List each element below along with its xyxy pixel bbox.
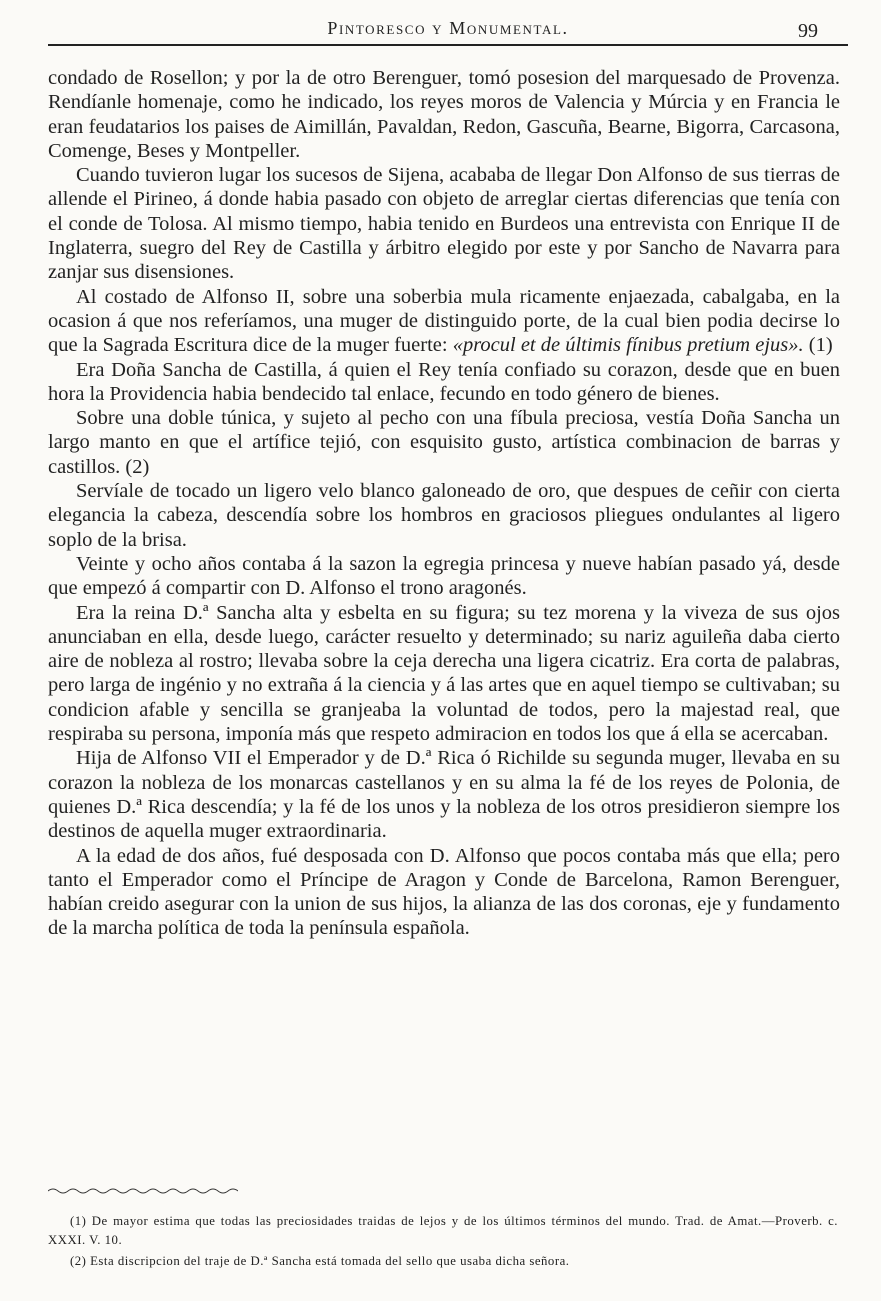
paragraph-5: Sobre una doble túnica, y sujeto al pecho con una fíbula preciosa, vestía Doña Sancha un largo manto en que el artífice tejió, con esquisito gusto, artística combinacion de barras y castillos. (2) [48,407,840,478]
footnote-separator-ornament [48,1186,238,1196]
paragraph-1: condado de Rosellon; y por la de otro Berenguer, tomó posesion del marquesado de Provenza. Rendíanle homenaje, como he indicado, los reyes moros de Valencia y Múrcia y en Francia le eran feudatarios los paises de Aimillán, Pavaldan, Redon, Gascuña, Bearne, Bigorra, Carcasona, Comenge, Beses y Montpeller. [48,67,840,162]
footnotes [48,1212,838,1274]
paragraph-4: Era Doña Sancha de Castilla, á quien el Rey tenía confiado su corazon, desde que en buen hora la Providencia habia bendecido tal enlace, fecundo en todo género de bienes. [48,358,840,405]
latin-quote: «procul et de últimis fínibus pretium ejus». [452,334,804,357]
running-title: Pintoresco y Monumental. [327,18,569,38]
body-text [48,66,840,941]
paragraph-8: Era la reina D.ª Sancha alta y esbelta en su figura; su tez morena y la viveza de sus ojos anunciaban en ella, desde luego, carácter resuelto y determinado; su nariz aguileña daba cierto aire de nobleza al rostro; llevaba sobre la ceja derecha una ligera cicatriz. Era corta de palabras, pero larga de ingénio y no extraña á la ciencia y á las artes que en aquel tiempo se cultivaban; su condicion afable y sencilla se granjeaba la voluntad de todos, pero la majestad real, que respiraba su persona, imponía más que respeto admiracion en todos los que á ella se acercaban. [48,601,840,746]
footnote-1: (1) De mayor estima que todas las preciosidades traidas de lejos y de los últimos términos del mundo. Trad. de Amat.—Proverb. c. XXXI. V. 10. [48,1214,838,1247]
paragraph-10: A la edad de dos años, fué desposada con D. Alfonso que pocos contaba más que ella; pero tanto el Emperador como el Príncipe de Aragon y Conde de Barcelona, Ramon Berenguer, habían creido asegurar con la union de sus hijos, la alianza de las dos coronas, eje y fundamento de la marcha política de toda la península española. [48,844,840,940]
page-number: 99 [798,20,818,42]
paragraph-2: Cuando tuvieron lugar los sucesos de Sijena, acababa de llegar Don Alfonso de sus tierras de allende el Pirineo, á donde habia pasado con objeto de arreglar ciertas diferencias que tenía con el conde de Tolosa. Al mismo tiempo, habia tenido en Burdeos una entrevista con Enrique II de Inglaterra, suegro del Rey de Castilla y árbitro elegido por este y por Sancho de Navarra para zanjar sus disensiones. [48,164,840,284]
paragraph-6: Servíale de tocado un ligero velo blanco galoneado de oro, que despues de ceñir con cierta elegancia la cabeza, descendía sobre los hombros en graciosos pliegues ondulantes al ligero soplo de la brisa. [48,480,840,551]
paragraph-7: Veinte y ocho años contaba á la sazon la egregia princesa y nueve habían pasado yá, desde que empezó á compartir con D. Alfonso el trono aragonés. [48,552,840,600]
footnote-2: (2) Esta discripcion del traje de D.ª Sancha está tomada del sello que usaba dicha señora. [70,1254,570,1268]
paragraph-3 [48,285,840,358]
paragraph-9: Hija de Alfonso VII el Emperador y de D.ª Rica ó Richilde su segunda muger, llevaba en su corazon la nobleza de los monarcas castellanos y en su alma la fé de los reyes de Polonia, de quienes D.ª Rica descendía; y la fé de los unos y la nobleza de los otros presidieron siempre los destinos de aquella muger extraordinaria. [48,747,840,843]
footnote-ref-1: (1) [803,334,833,357]
page-header [48,14,848,48]
header-rule [48,44,848,46]
paragraph-3-text: Al costado de Alfonso II, sobre una soberbia mula ricamente enjaezada, cabalgaba, en la ocasion á que nos referíamos, una muger de distinguido porte, de la cual bien podia decirse lo que la Sagrada Escritura dice de la muger fuerte: [48,285,840,357]
